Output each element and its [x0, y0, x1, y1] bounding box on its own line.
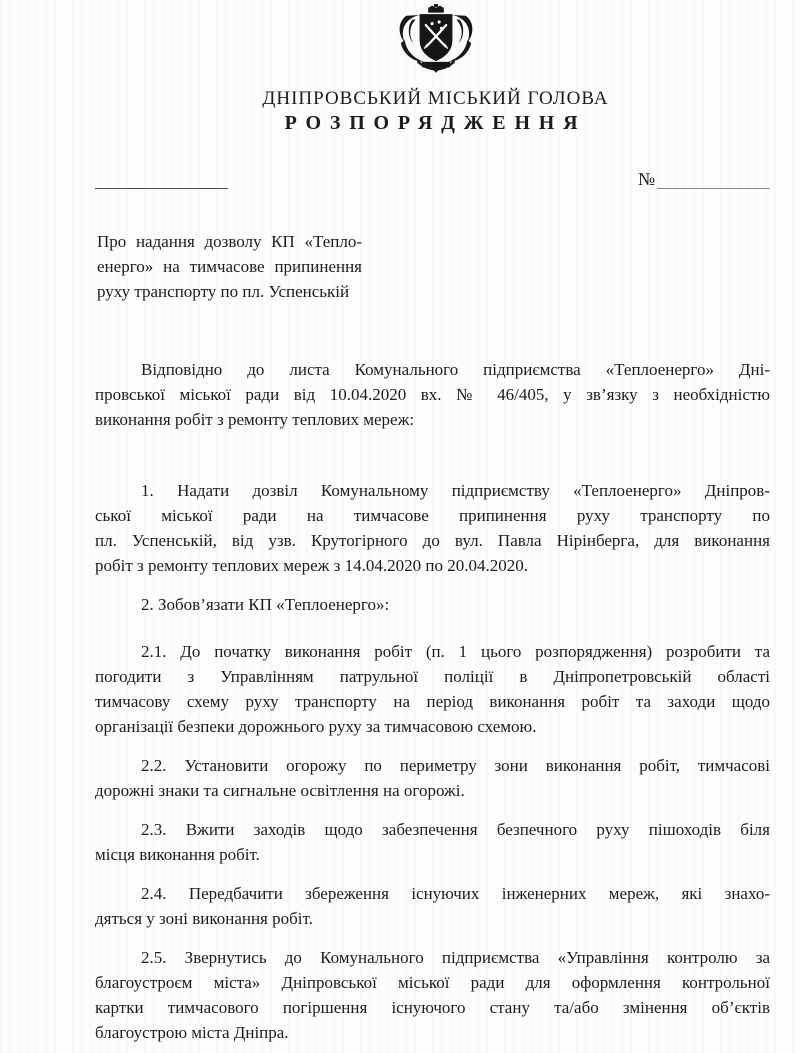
- document-type-title: РОЗПОРЯДЖЕННЯ: [284, 112, 587, 134]
- paragraph-line: виконання робіт з ремонту теплових мереж:: [95, 410, 415, 429]
- paragraph-line: тимчасову схему руху транспорту на період виконання робіт та заходи щодо: [95, 692, 770, 711]
- paragraph-line: провської міської ради від 10.04.2020 вх. № 46/405, у зв’язку з необхідністю: [95, 385, 770, 404]
- paragraph-line: картки тимчасового погіршення існуючого стану та/або змінення об’єктів: [95, 998, 770, 1017]
- paragraph-line: 2.3. Вжити заходів щодо забезпечення безпечного руху пішоходів біля: [141, 820, 770, 839]
- paragraph-line: ської міської ради на тимчасове припинення руху транспорту по: [95, 506, 770, 525]
- paragraph-item-2-4: [95, 881, 770, 931]
- paragraph-line: організації безпеки дорожнього руху за тимчасовою схемою.: [95, 717, 537, 736]
- paragraph-line: 2.5. Звернутись до Комунального підприємства «Управління контролю за: [141, 948, 770, 967]
- paragraph-item-2-2: [95, 753, 770, 803]
- paragraph-line: благоустроєм міста» Дніпровської міської ради для оформлення контрольної: [95, 973, 770, 992]
- paragraph-item-1: [95, 478, 770, 578]
- paragraph-item-2-5: [95, 945, 770, 1045]
- paragraph-line: погодити з Управлінням патрульної поліції в Дніпропетровській області: [95, 667, 770, 686]
- paragraph-line: благоустрою міста Дніпра.: [95, 1023, 289, 1042]
- paragraph-line: 2. Зобов’язати КП «Теплоенерго»:: [141, 595, 390, 614]
- paragraph-line: робіт з ремонту теплових мереж з 14.04.2020 по 20.04.2020.: [95, 556, 528, 575]
- document-subject: [97, 229, 362, 304]
- issuing-authority-title: ДНІПРОВСЬКИЙ МІСЬКИЙ ГОЛОВА: [262, 88, 609, 109]
- paragraph-intro: [95, 357, 770, 432]
- paragraph-line: Відповідно до листа Комунального підприємства «Теплоенерго» Дні-: [141, 360, 770, 379]
- paragraph-item-2-1: [95, 639, 770, 739]
- date-blank-line: [95, 188, 228, 189]
- paragraph-item-2: [95, 592, 770, 617]
- subject-line: енерго» на тимчасове припинення: [97, 257, 362, 276]
- number-blank-line: [657, 188, 770, 189]
- date-and-number-line: [0, 167, 799, 191]
- document-body: [95, 357, 770, 1045]
- paragraph-line: пл. Успенській, від узв. Крутогірного до вул. Павла Нірінберга, для виконання: [95, 531, 770, 550]
- city-coat-of-arms-emblem: [388, 4, 484, 76]
- paragraph-line: 2.4. Передбачити збереження існуючих інженерних мереж, які знахо-: [141, 884, 770, 903]
- paragraph-line: 1. Надати дозвіл Комунальному підприємству «Теплоенерго» Дніпров-: [141, 481, 770, 500]
- paragraph-line: 2.2. Установити огорожу по периметру зони виконання робіт, тимчасові: [141, 756, 770, 775]
- paragraph-line: дорожні знаки та сигнальне освітлення на огорожі.: [95, 781, 465, 800]
- paragraph-line: дяться у зоні виконання робіт.: [95, 909, 313, 928]
- number-sign: №: [638, 169, 656, 189]
- paragraph-item-2-3: [95, 817, 770, 867]
- paragraph-line: місця виконання робіт.: [95, 845, 260, 864]
- subject-line: руху транспорту по пл. Успенській: [97, 282, 350, 301]
- paragraph-line: 2.1. До початку виконання робіт (п. 1 цього розпорядження) розробити та: [141, 642, 770, 661]
- document-header: [0, 4, 799, 135]
- subject-line: Про надання дозволу КП «Тепло-: [97, 232, 362, 251]
